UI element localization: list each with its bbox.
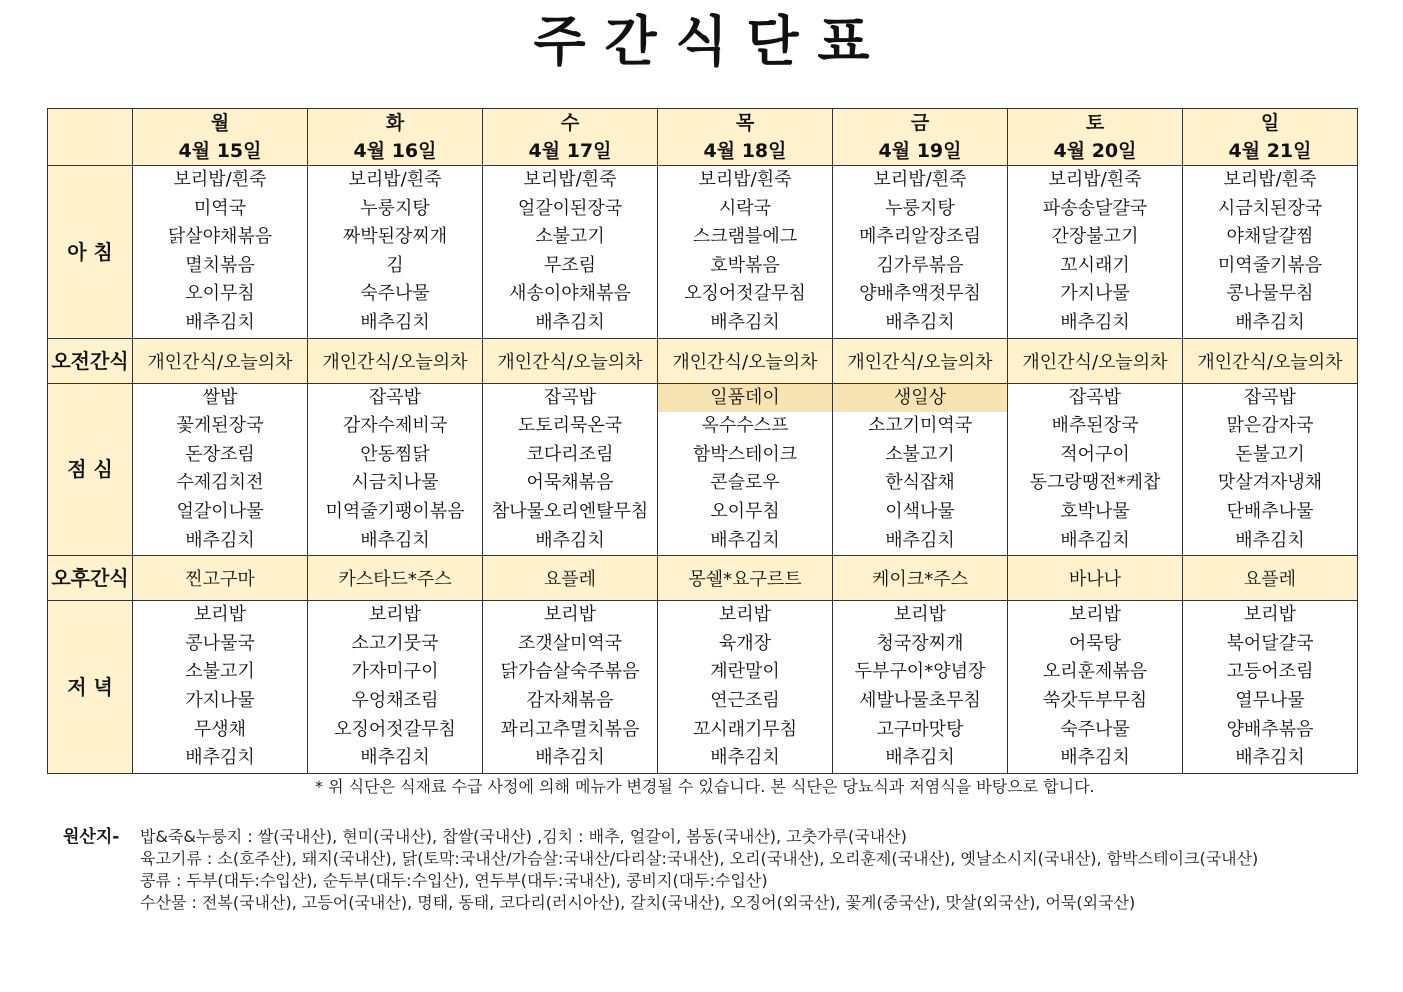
menu-item: 오징어젓갈무침 xyxy=(334,718,456,740)
dinner-cell xyxy=(483,601,658,774)
menu-item: 새송이야채볶음 xyxy=(509,283,631,305)
menu-item: 동그랑땡전*케찹 xyxy=(1029,472,1161,494)
menu-item: 소불고기 xyxy=(885,443,955,465)
menu-item: 잡곡밥 xyxy=(1068,386,1122,408)
special-day-item: 일품데이 xyxy=(658,384,832,413)
menu-item: 배추김치 xyxy=(1235,529,1305,551)
day-name: 일 xyxy=(1260,112,1280,134)
menu-item: 미역줄기볶음 xyxy=(1217,254,1323,276)
snack-cell: 몽쉘*요구르트 xyxy=(658,556,833,601)
menu-item: 단배추나물 xyxy=(1226,500,1314,522)
menu-item: 배추김치 xyxy=(360,311,430,333)
menu-item: 소고기뭇국 xyxy=(351,632,439,654)
am-snack-label: 오전간식 xyxy=(48,338,133,383)
day-date: 4월 18일 xyxy=(703,140,787,162)
corner-cell xyxy=(48,109,133,166)
menu-item: 적어구이 xyxy=(1060,443,1130,465)
menu-item: 무생채 xyxy=(193,718,247,740)
menu-item: 양배추액젓무침 xyxy=(859,283,981,305)
breakfast-cell xyxy=(1008,166,1183,339)
menu-item: 꼬시래기 xyxy=(1060,254,1130,276)
breakfast-cell xyxy=(658,166,833,339)
menu-item: 멸치볶음 xyxy=(185,254,255,276)
menu-item: 한식잡채 xyxy=(885,472,955,494)
header-row xyxy=(48,109,1358,166)
menu-item: 코다리조림 xyxy=(526,443,614,465)
dinner-label: 저 녁 xyxy=(48,601,133,774)
menu-item: 배추김치 xyxy=(885,747,955,769)
day-name: 화 xyxy=(385,112,405,134)
menu-item: 짜박된장찌개 xyxy=(342,226,448,248)
menu-item: 안동찜닭 xyxy=(360,443,430,465)
menu-item: 배추김치 xyxy=(185,311,255,333)
menu-item: 어묵탕 xyxy=(1068,632,1122,654)
day-header xyxy=(1008,109,1183,166)
dinner-cell xyxy=(308,601,483,774)
menu-item: 콩나물무침 xyxy=(1226,283,1314,305)
menu-item: 배추김치 xyxy=(710,529,780,551)
menu-item: 양배추볶음 xyxy=(1226,718,1314,740)
menu-item: 배추김치 xyxy=(710,747,780,769)
day-header xyxy=(133,109,308,166)
menu-item: 이색나물 xyxy=(885,500,955,522)
snack-cell: 개인간식/오늘의차 xyxy=(833,338,1008,383)
menu-item: 돈장조림 xyxy=(185,443,255,465)
menu-item: 보리밥/흰죽 xyxy=(523,169,617,190)
menu-item: 맛살겨자냉채 xyxy=(1217,472,1323,494)
menu-item: 세발나물초무침 xyxy=(859,689,981,711)
menu-item: 옥수수스프 xyxy=(701,415,789,437)
menu-item: 얼갈이된장국 xyxy=(517,197,623,219)
menu-item: 계란말이 xyxy=(710,661,780,683)
menu-item: 꽃게된장국 xyxy=(176,415,264,437)
menu-item: 숙주나물 xyxy=(360,283,430,305)
origin-line: 콩류 : 두부(대두:수입산), 순두부(대두:수입산), 연두부(대두:국내산), 콩비지(대두:수입산) xyxy=(140,871,768,890)
dinner-cell xyxy=(658,601,833,774)
menu-item: 보리밥 xyxy=(543,604,597,626)
menu-item: 누룽지탕 xyxy=(360,197,430,219)
menu-item: 열무나물 xyxy=(1235,689,1305,711)
breakfast-cell xyxy=(833,166,1008,339)
day-date: 4월 21일 xyxy=(1228,140,1312,162)
menu-item: 잡곡밥 xyxy=(368,386,422,408)
menu-item: 누룽지탕 xyxy=(885,197,955,219)
menu-item: 보리밥/흰죽 xyxy=(173,169,267,190)
menu-item: 우엉채조림 xyxy=(351,689,439,711)
menu-item: 배추김치 xyxy=(1060,311,1130,333)
menu-item: 보리밥/흰죽 xyxy=(1048,169,1142,190)
menu-item: 맑은감자국 xyxy=(1226,415,1314,437)
menu-item: 보리밥/흰죽 xyxy=(1223,169,1317,190)
day-header xyxy=(833,109,1008,166)
day-date: 4월 19일 xyxy=(878,140,962,162)
menu-item: 오징어젓갈무침 xyxy=(684,283,806,305)
snack-cell: 개인간식/오늘의차 xyxy=(1183,338,1358,383)
menu-item: 쑥갓두부무침 xyxy=(1042,689,1148,711)
snack-cell: 개인간식/오늘의차 xyxy=(308,338,483,383)
menu-item: 보리밥/흰죽 xyxy=(698,169,792,190)
breakfast-cell xyxy=(1183,166,1358,339)
menu-item: 가지나물 xyxy=(1060,283,1130,305)
menu-item: 배추김치 xyxy=(185,747,255,769)
menu-item: 스크램블에그 xyxy=(692,226,798,248)
menu-item: 가지나물 xyxy=(185,689,255,711)
menu-item: 닭살야채볶음 xyxy=(167,226,273,248)
menu-item: 감자채볶음 xyxy=(526,689,614,711)
menu-item: 배추김치 xyxy=(710,311,780,333)
lunch-cell xyxy=(1183,383,1358,556)
snack-cell: 개인간식/오늘의차 xyxy=(133,338,308,383)
menu-item: 미역줄기팽이볶음 xyxy=(325,500,465,522)
day-header xyxy=(1183,109,1358,166)
menu-item: 호박나물 xyxy=(1060,500,1130,522)
day-date: 4월 15일 xyxy=(178,140,262,162)
menu-item: 배추김치 xyxy=(185,529,255,551)
menu-item: 야채달걀찜 xyxy=(1226,226,1314,248)
special-day-item: 생일상 xyxy=(833,384,1007,413)
menu-item: 보리밥 xyxy=(718,604,772,626)
menu-item: 콘슬로우 xyxy=(710,472,780,494)
lunch-cell xyxy=(308,383,483,556)
menu-item: 보리밥/흰죽 xyxy=(873,169,967,190)
breakfast-cell xyxy=(308,166,483,339)
menu-item: 배추김치 xyxy=(885,311,955,333)
day-name: 수 xyxy=(560,112,580,134)
origin-line: 육고기류 : 소(호주산), 돼지(국내산), 닭(토막:국내산/가슴살:국내산/다리살:국내산), 오리(국내산), 오리훈제(국내산), 옛날소시지(국내산), 함박스테이크(국내산) xyxy=(140,849,1259,868)
menu-item: 소불고기 xyxy=(185,661,255,683)
menu-item: 배추된장국 xyxy=(1051,415,1139,437)
menu-item: 시금치된장국 xyxy=(1217,197,1323,219)
menu-item: 시금치나물 xyxy=(351,472,439,494)
breakfast-cell xyxy=(483,166,658,339)
menu-item: 보리밥 xyxy=(368,604,422,626)
origin-list xyxy=(140,826,1355,914)
menu-item: 배추김치 xyxy=(1060,747,1130,769)
menu-item: 숙주나물 xyxy=(1060,718,1130,740)
snack-cell: 찐고구마 xyxy=(133,556,308,601)
lunch-row xyxy=(48,383,1358,556)
menu-item: 꽈리고추멸치볶음 xyxy=(500,718,640,740)
origin-line: 수산물 : 전복(국내산), 고등어(국내산), 명태, 동태, 코다리(러시아산), 갈치(국내산), 오징어(외국산), 꽃게(중국산), 맛살(외국산), 어묵(외국산) xyxy=(140,893,1136,912)
menu-item: 호박볶음 xyxy=(710,254,780,276)
lunch-cell xyxy=(833,383,1008,556)
lunch-cell xyxy=(658,383,833,556)
menu-item: 배추김치 xyxy=(360,747,430,769)
day-name: 토 xyxy=(1085,112,1105,134)
menu-item: 배추김치 xyxy=(535,529,605,551)
menu-item: 수제김치전 xyxy=(176,472,264,494)
dinner-cell xyxy=(1183,601,1358,774)
snack-cell: 요플레 xyxy=(1183,556,1358,601)
lunch-cell xyxy=(483,383,658,556)
menu-item: 무조림 xyxy=(543,254,597,276)
menu-item: 연근조림 xyxy=(710,689,780,711)
menu-item: 함박스테이크 xyxy=(692,443,798,465)
breakfast-row xyxy=(48,166,1358,339)
menu-item: 도토리묵온국 xyxy=(517,415,623,437)
am-snack-row xyxy=(48,338,1358,383)
menu-item: 소고기미역국 xyxy=(867,415,973,437)
snack-cell: 요플레 xyxy=(483,556,658,601)
snack-cell: 바나나 xyxy=(1008,556,1183,601)
dinner-cell xyxy=(1008,601,1183,774)
lunch-cell xyxy=(133,383,308,556)
snack-cell: 케이크*주스 xyxy=(833,556,1008,601)
day-name: 월 xyxy=(210,112,230,134)
menu-item: 배추김치 xyxy=(360,529,430,551)
pm-snack-row xyxy=(48,556,1358,601)
day-header xyxy=(308,109,483,166)
day-header xyxy=(658,109,833,166)
breakfast-label: 아 침 xyxy=(48,166,133,339)
menu-item: 보리밥 xyxy=(193,604,247,626)
menu-item: 고구마맛탕 xyxy=(876,718,964,740)
menu-item: 배추김치 xyxy=(885,529,955,551)
menu-item: 시락국 xyxy=(718,197,772,219)
pm-snack-label: 오후간식 xyxy=(48,556,133,601)
day-name: 목 xyxy=(735,112,755,134)
snack-cell: 개인간식/오늘의차 xyxy=(483,338,658,383)
menu-item: 오이무침 xyxy=(710,500,780,522)
menu-item: 돈불고기 xyxy=(1235,443,1305,465)
menu-item: 오이무침 xyxy=(185,283,255,305)
lunch-label: 점 심 xyxy=(48,383,133,556)
menu-item: 메추리알장조림 xyxy=(859,226,981,248)
menu-item: 잡곡밥 xyxy=(543,386,597,408)
menu-item: 보리밥 xyxy=(893,604,947,626)
breakfast-cell xyxy=(133,166,308,339)
lunch-cell xyxy=(1008,383,1183,556)
menu-item: 배추김치 xyxy=(535,747,605,769)
menu-item: 어묵채볶음 xyxy=(526,472,614,494)
snack-cell: 개인간식/오늘의차 xyxy=(1008,338,1183,383)
menu-item: 감자수제비국 xyxy=(342,415,448,437)
menu-item: 고등어조림 xyxy=(1226,661,1314,683)
menu-item: 콩나물국 xyxy=(185,632,255,654)
menu-item: 육개장 xyxy=(718,632,772,654)
weekly-menu-table xyxy=(47,108,1358,774)
origin-label: 원산지- xyxy=(63,827,120,847)
menu-item: 북어달걀국 xyxy=(1226,632,1314,654)
menu-item: 조갯살미역국 xyxy=(517,632,623,654)
menu-change-note: * 위 식단은 식재료 수급 사정에 의해 메뉴가 변경될 수 있습니다. 본 식단은 당뇨식과 저염식을 바탕으로 합니다. xyxy=(315,777,1095,796)
day-date: 4월 17일 xyxy=(528,140,612,162)
menu-item: 미역국 xyxy=(193,197,247,219)
dinner-row xyxy=(48,601,1358,774)
menu-item: 닭가슴살숙주볶음 xyxy=(500,661,640,683)
day-header xyxy=(483,109,658,166)
menu-item: 잡곡밥 xyxy=(1243,386,1297,408)
menu-item: 배추김치 xyxy=(1235,311,1305,333)
dinner-cell xyxy=(133,601,308,774)
snack-cell: 개인간식/오늘의차 xyxy=(658,338,833,383)
menu-item: 간장불고기 xyxy=(1051,226,1139,248)
menu-item: 얼갈이나물 xyxy=(176,500,264,522)
day-name: 금 xyxy=(910,112,930,134)
menu-item: 청국장찌개 xyxy=(876,632,964,654)
menu-item: 오리훈제볶음 xyxy=(1042,661,1148,683)
menu-item: 보리밥 xyxy=(1243,604,1297,626)
menu-item: 김가루볶음 xyxy=(876,254,964,276)
menu-item: 배추김치 xyxy=(1235,747,1305,769)
day-date: 4월 16일 xyxy=(353,140,437,162)
day-date: 4월 20일 xyxy=(1053,140,1137,162)
menu-item: 보리밥/흰죽 xyxy=(348,169,442,190)
menu-item: 파송송달걀국 xyxy=(1042,197,1148,219)
menu-item: 소불고기 xyxy=(535,226,605,248)
menu-item: 김 xyxy=(386,254,404,276)
menu-item: 배추김치 xyxy=(1060,529,1130,551)
menu-item: 꼬시래기무침 xyxy=(692,718,798,740)
menu-item: 참나물오리엔탈무침 xyxy=(491,500,649,522)
page-title: 주 간 식 단 표 xyxy=(533,10,870,73)
menu-item: 가자미구이 xyxy=(351,661,439,683)
snack-cell: 카스타드*주스 xyxy=(308,556,483,601)
dinner-cell xyxy=(833,601,1008,774)
menu-item: 두부구이*양념장 xyxy=(854,661,986,683)
origin-line: 밥&죽&누룽지 : 쌀(국내산), 현미(국내산), 찹쌀(국내산) ,김치 : 배추, 얼갈이, 봄동(국내산), 고춧가루(국내산) xyxy=(140,827,907,846)
menu-item: 보리밥 xyxy=(1068,604,1122,626)
menu-item: 배추김치 xyxy=(535,311,605,333)
menu-item: 쌀밥 xyxy=(202,386,238,408)
